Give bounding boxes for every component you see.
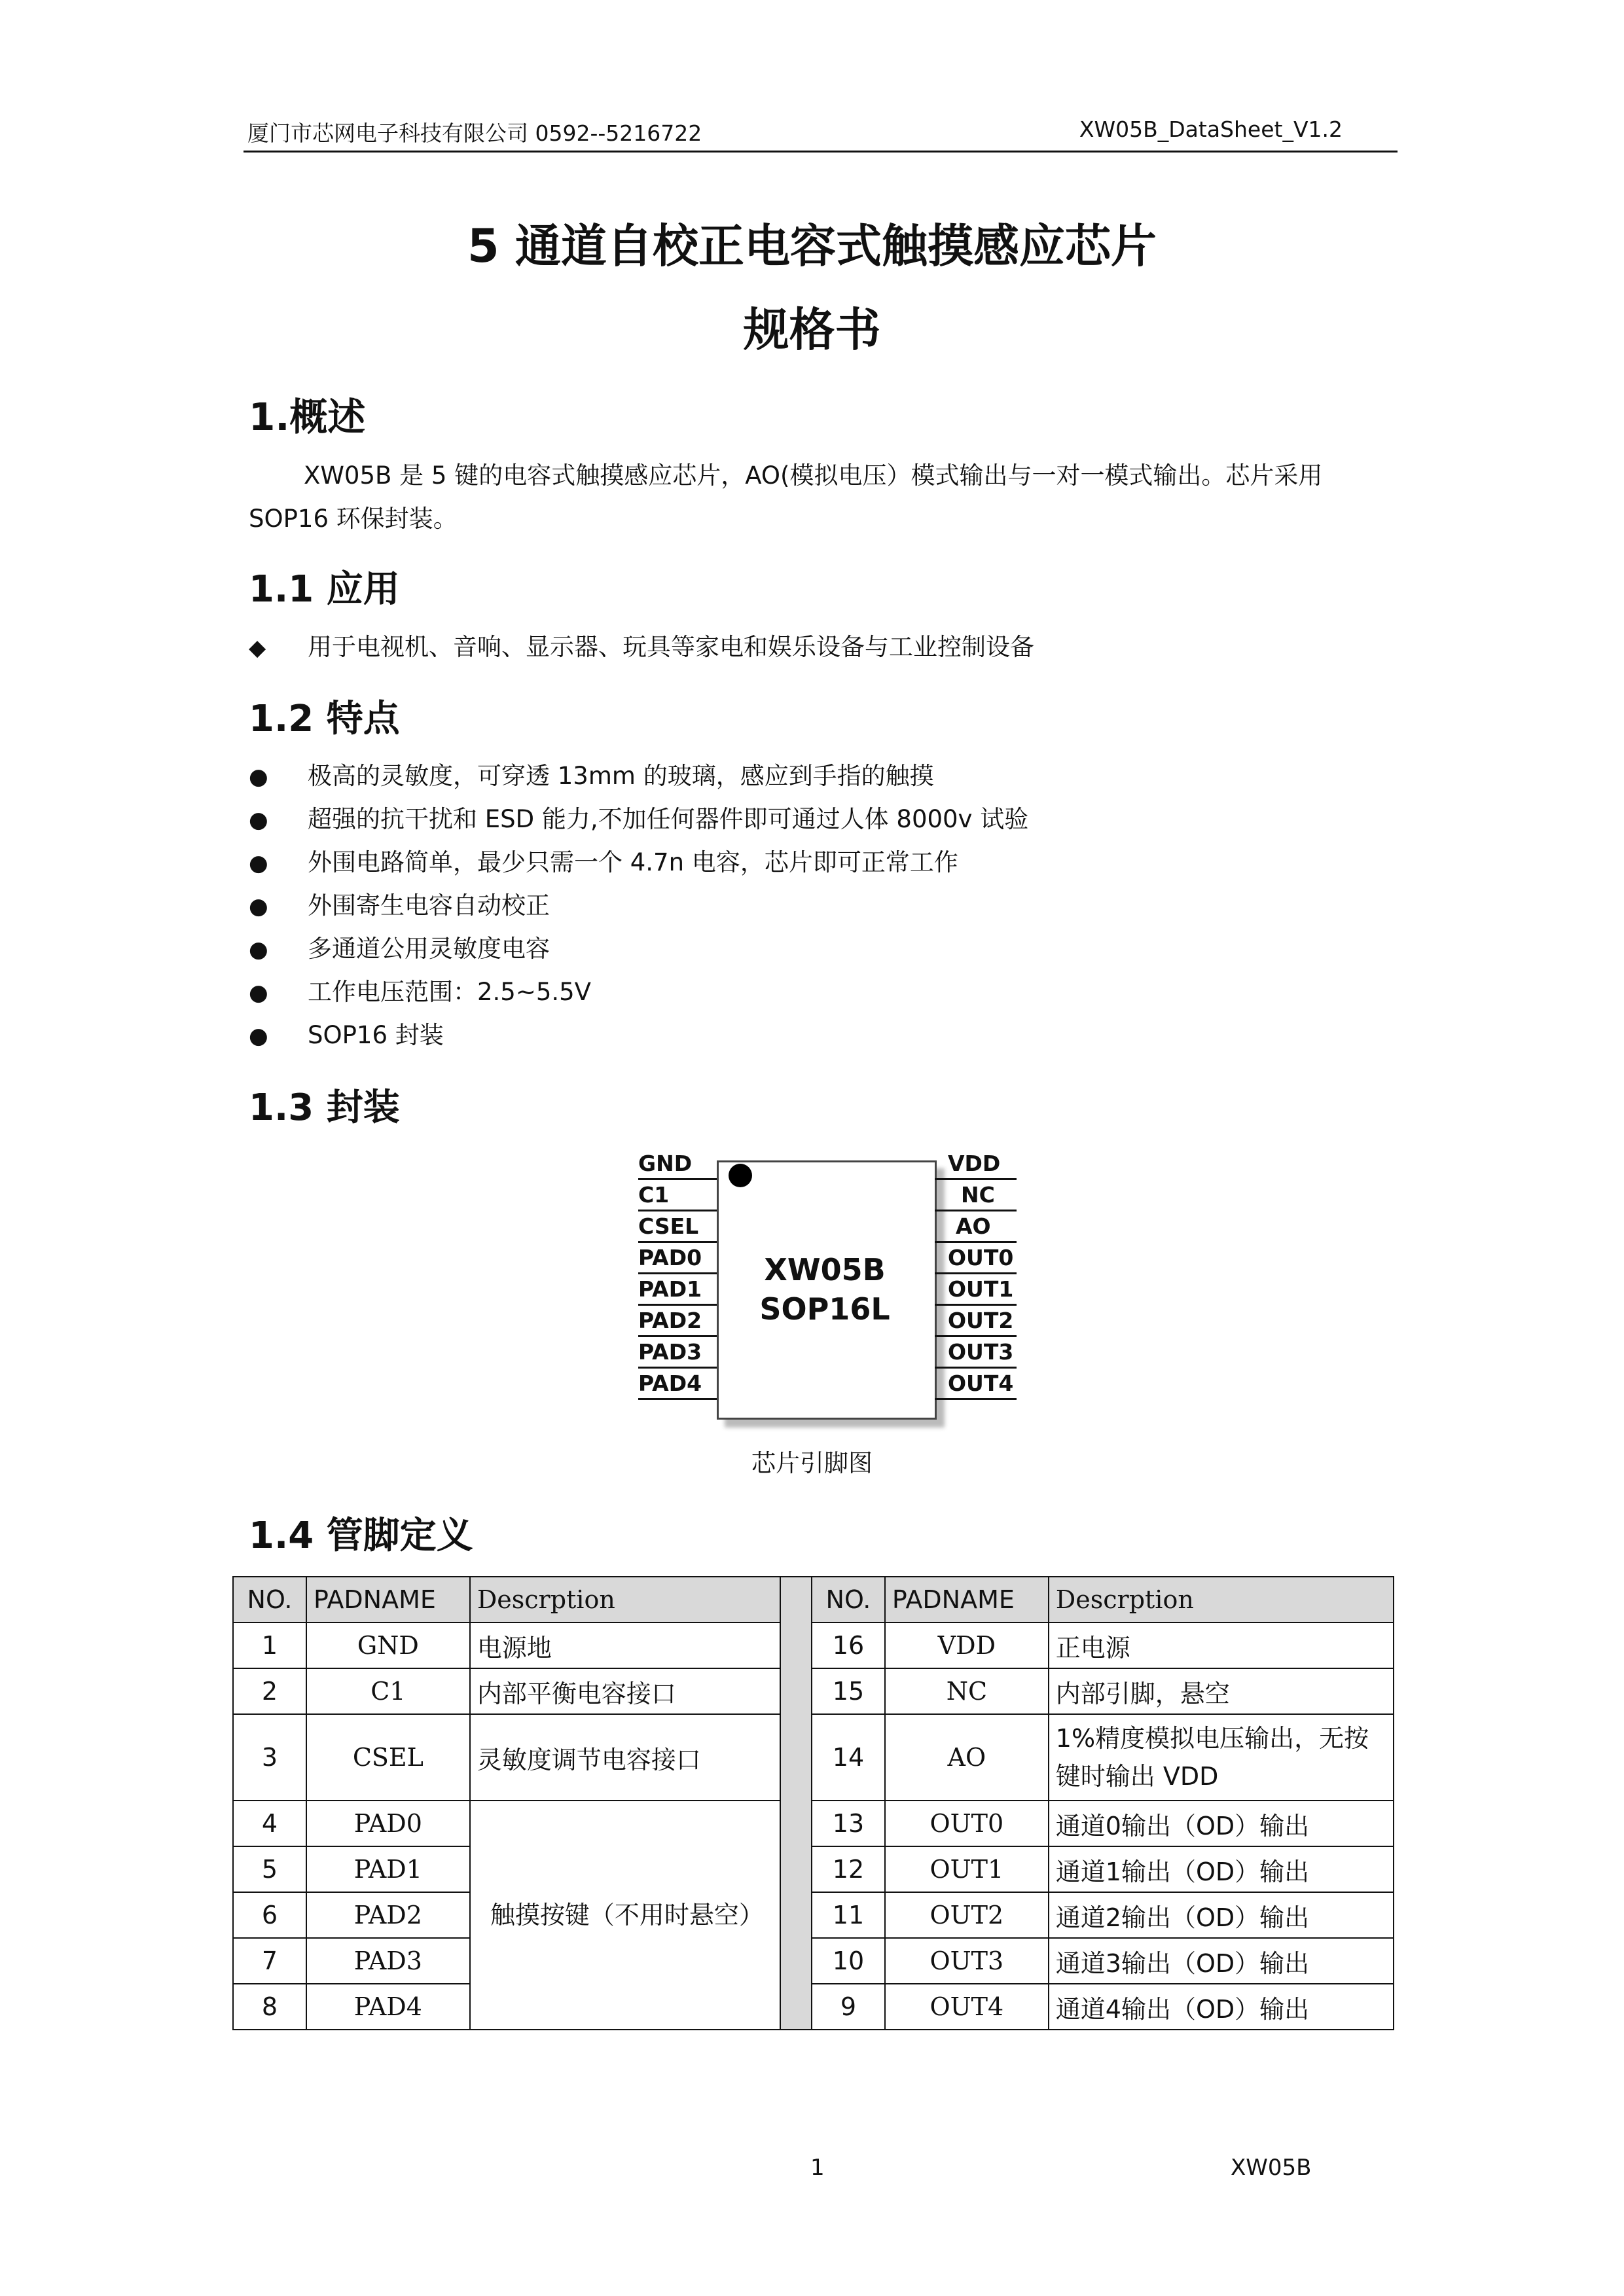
pin-name: PAD0 (306, 1801, 470, 1846)
pin-description: 通道3输出（OD）输出 (1049, 1938, 1394, 1984)
feature-item (249, 841, 958, 884)
table-row (233, 1984, 1394, 2030)
pin-name: PAD1 (306, 1846, 470, 1892)
pin-lead (935, 1335, 1017, 1337)
pin-description: 通道4输出（OD）输出 (1049, 1984, 1394, 2030)
pin-lead (638, 1398, 717, 1400)
pin-number: 4 (233, 1801, 306, 1846)
pin-name: AO (885, 1714, 1049, 1801)
pin-lead (935, 1241, 1017, 1243)
table-row (233, 1801, 1394, 1846)
pin-label-right: OUT3 (948, 1339, 1014, 1365)
pin-name: OUT0 (885, 1801, 1049, 1846)
pin-lead (935, 1367, 1017, 1369)
table-separator (780, 1577, 812, 2030)
pin-name: OUT3 (885, 1938, 1049, 1984)
header-divider (244, 151, 1398, 152)
pin-label-left: CSEL (638, 1213, 699, 1239)
pin-label-right: VDD (948, 1151, 1001, 1176)
feature-item (249, 971, 591, 1014)
feature-item-text: SOP16 封装 (308, 1021, 444, 1049)
pin-label-left: PAD3 (638, 1339, 702, 1365)
table-row (233, 1714, 1394, 1801)
pin-name: NC (885, 1668, 1049, 1714)
pin-lead (638, 1335, 717, 1337)
pin-lead (935, 1210, 1017, 1211)
pin-name: PAD2 (306, 1892, 470, 1938)
pin-lead (638, 1210, 717, 1211)
dot-bullet-icon: ● (249, 893, 268, 920)
pin-name: GND (306, 1623, 470, 1668)
feature-item (249, 798, 1028, 841)
footer-model: XW05B (1231, 2155, 1312, 2181)
pin-label-right: OUT4 (948, 1371, 1014, 1396)
pin-name: PAD3 (306, 1938, 470, 1984)
pin-description: 触摸按键（不用时悬空） (470, 1801, 780, 2030)
pin-description: 通道0输出（OD）输出 (1049, 1801, 1394, 1846)
table-row (233, 1668, 1394, 1714)
pin-number: 14 (812, 1714, 885, 1801)
chip-package-label: SOP16L (759, 1291, 890, 1327)
header-company: 厦门市芯网电子科技有限公司 0592--5216722 (247, 120, 702, 146)
pin-label-right: OUT2 (948, 1308, 1014, 1333)
feature-item-text: 极高的灵敏度，可穿透 13mm 的玻璃，感应到手指的触摸 (308, 762, 934, 790)
dot-bullet-icon: ● (249, 937, 268, 963)
pin-lead (638, 1178, 717, 1180)
table-row (233, 1623, 1394, 1668)
pin-name: OUT1 (885, 1846, 1049, 1892)
pin-lead (638, 1241, 717, 1243)
document-subtitle: 规格书 (743, 303, 881, 357)
pin1-marker-icon (729, 1164, 752, 1187)
pin-lead (935, 1272, 1017, 1274)
application-item (249, 626, 1034, 669)
header-cell: NO. (812, 1577, 885, 1623)
feature-item-text: 多通道公用灵敏度电容 (308, 935, 550, 963)
pin-description: 电源地 (470, 1623, 780, 1668)
pin-label-left: C1 (638, 1182, 670, 1208)
header-doc-id: XW05B_DataSheet_V1.2 (1079, 117, 1343, 142)
pin-number: 6 (233, 1892, 306, 1938)
pin-lead (935, 1178, 1017, 1180)
dot-bullet-icon: ● (249, 850, 268, 876)
pin-name: VDD (885, 1623, 1049, 1668)
pin-number: 2 (233, 1668, 306, 1714)
pin-description: 灵敏度调节电容接口 (470, 1714, 780, 1801)
feature-item-text: 外围寄生电容自动校正 (308, 891, 550, 920)
heading-pin-definition: 1.4 管脚定义 (249, 1515, 473, 1557)
pin-number: 11 (812, 1892, 885, 1938)
pin-number: 7 (233, 1938, 306, 1984)
pin-number: 1 (233, 1623, 306, 1668)
dot-bullet-icon: ● (249, 1023, 268, 1049)
pin-label-right: OUT1 (948, 1276, 1014, 1302)
feature-item (249, 927, 550, 971)
pin-lead (935, 1304, 1017, 1306)
feature-item (249, 1014, 444, 1057)
overview-paragraph: XW05B 是 5 键的电容式触摸感应芯片，AO(模拟电压）模式输出与一对一模式输出。芯片采用 SOP16 环保封装。 (249, 461, 1323, 533)
pin-number: 15 (812, 1668, 885, 1714)
pin-label-left: PAD1 (638, 1276, 702, 1302)
diagram-caption: 芯片引脚图 (751, 1449, 873, 1477)
dot-bullet-icon: ● (249, 980, 268, 1006)
chip-body (717, 1160, 937, 1420)
feature-item (249, 884, 550, 927)
heading-application: 1.1 应用 (249, 568, 400, 611)
pin-number: 10 (812, 1938, 885, 1984)
table-row (233, 1846, 1394, 1892)
feature-item-text: 超强的抗干扰和 ESD 能力,不加任何器件即可通过人体 8000v 试验 (308, 805, 1029, 833)
pin-description: 正电源 (1049, 1623, 1394, 1668)
pin-label-right: NC (961, 1182, 995, 1208)
diamond-bullet-icon: ◆ (249, 635, 266, 661)
pin-description: 通道1输出（OD）输出 (1049, 1846, 1394, 1892)
page-number: 1 (810, 2155, 825, 2181)
pin-number: 16 (812, 1623, 885, 1668)
pin-lead (638, 1272, 717, 1274)
pin-label-left: PAD0 (638, 1245, 702, 1270)
chip-model-label: XW05B (764, 1252, 886, 1287)
pin-name: CSEL (306, 1714, 470, 1801)
pin-label-right: AO (956, 1213, 991, 1239)
pin-name: C1 (306, 1668, 470, 1714)
feature-item (249, 755, 934, 798)
pin-definition-table (232, 1576, 1394, 2030)
application-item-text: 用于电视机、音响、显示器、玩具等家电和娱乐设备与工业控制设备 (308, 633, 1034, 661)
pin-description: 1%精度模拟电压输出，无按键时输出 VDD (1049, 1714, 1394, 1801)
dot-bullet-icon: ● (249, 807, 268, 833)
pin-number: 8 (233, 1984, 306, 2030)
header-cell: PADNAME (306, 1577, 470, 1623)
document-title: 5 通道自校正电容式触摸感应芯片 (467, 219, 1157, 273)
pin-description: 内部平衡电容接口 (470, 1668, 780, 1714)
pin-name: PAD4 (306, 1984, 470, 2030)
heading-package: 1.3 封装 (249, 1086, 400, 1129)
pin-number: 13 (812, 1801, 885, 1846)
dot-bullet-icon: ● (249, 764, 268, 790)
pin-label-left: PAD4 (638, 1371, 702, 1396)
header-cell: PADNAME (885, 1577, 1049, 1623)
pin-lead (638, 1367, 717, 1369)
pin-number: 12 (812, 1846, 885, 1892)
pin-number: 3 (233, 1714, 306, 1801)
feature-item-text: 工作电压范围：2.5~5.5V (308, 978, 591, 1006)
pin-number: 5 (233, 1846, 306, 1892)
feature-item-text: 外围电路简单，最少只需一个 4.7n 电容，芯片即可正常工作 (308, 848, 958, 876)
pin-name: OUT4 (885, 1984, 1049, 2030)
heading-features: 1.2 特点 (249, 698, 400, 740)
pin-lead (638, 1304, 717, 1306)
heading-overview: 1.概述 (249, 395, 366, 439)
pin-lead (935, 1398, 1017, 1400)
table-row (233, 1892, 1394, 1938)
pin-label-left: GND (638, 1151, 693, 1176)
pin-label-left: PAD2 (638, 1308, 702, 1333)
pin-label-right: OUT0 (948, 1245, 1014, 1270)
pin-description: 通道2输出（OD）输出 (1049, 1892, 1394, 1938)
pin-number: 9 (812, 1984, 885, 2030)
pin-name: OUT2 (885, 1892, 1049, 1938)
pin-description: 内部引脚，悬空 (1049, 1668, 1394, 1714)
table-row (233, 1938, 1394, 1984)
header-cell: NO. (233, 1577, 306, 1623)
header-cell: Descrption (1049, 1577, 1394, 1623)
header-cell: Descrption (470, 1577, 780, 1623)
table-header-row (233, 1577, 1394, 1623)
